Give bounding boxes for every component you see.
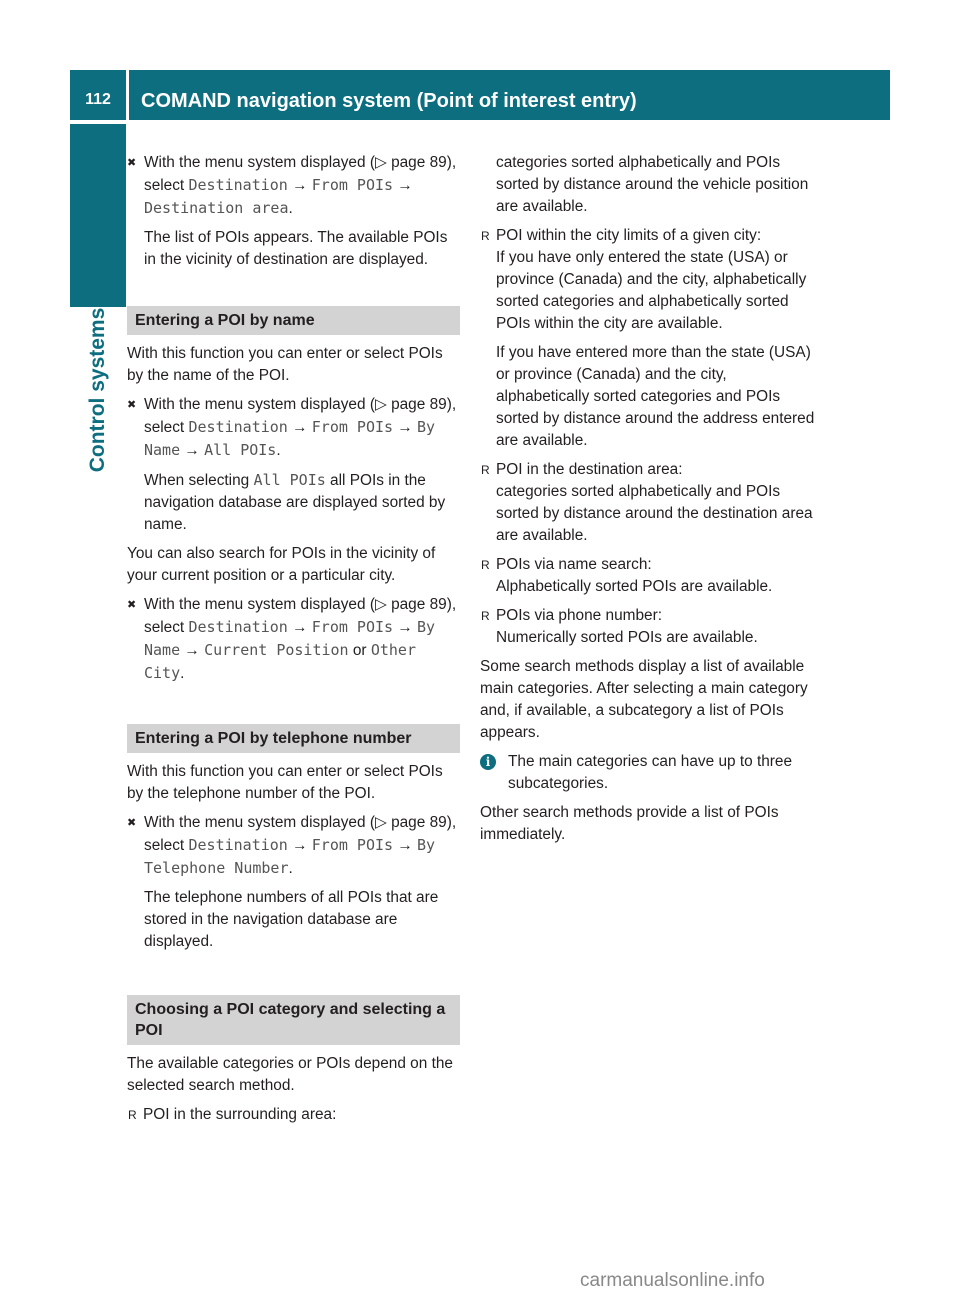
list-item: R POIs via name search: Alphabetically sorted POIs are available.	[480, 554, 816, 598]
paragraph: You can also search for POIs in the vicinity of your current position or a particular city.	[127, 545, 436, 584]
paragraph: With this function you can enter or select POIs by the telephone number of the POI.	[127, 763, 443, 802]
info-note: i The main categories can have up to three subcategories.	[480, 751, 816, 795]
section-label-text: Control systems	[86, 307, 109, 473]
page-title: COMAND navigation system (Point of interest entry)	[129, 70, 890, 120]
paragraph: Some search methods display a list of available main categories. After selecting a main category and, if available, a subcategory a list of POIs appears.	[480, 658, 808, 741]
right-column	[480, 152, 816, 853]
list-item: R POIs via phone number: Numerically sorted POIs are available.	[480, 605, 816, 649]
list-item: R POI in the surrounding area:	[127, 1104, 460, 1126]
section-heading-telephone: Entering a POI by telephone number	[127, 724, 460, 753]
paragraph: With this function you can enter or select POIs by the name of the POI.	[127, 345, 443, 384]
watermark: carmanualsonline.info	[580, 1270, 765, 1291]
info-icon: i	[480, 754, 496, 770]
paragraph: Other search methods provide a list of POIs immediately.	[480, 804, 779, 843]
paragraph: The available categories or POIs depend on the selected search method.	[127, 1055, 453, 1094]
list-item-text: categories sorted alphabetically and POIs sorted by distance around the vehicle position are available.	[496, 154, 809, 215]
step-destination-area: ✖ With the menu system displayed (▷ page 89), select Destination → From POIs → Destination area.	[127, 152, 460, 220]
step-result: When selecting All POIs all POIs in the navigation database are displayed sorted by name.	[144, 471, 446, 533]
list-item-text: If you have entered more than the state (USA) or province (Canada) and the city, alphabetically sorted categories and POIs sorted by distance around the address entered are available.	[496, 344, 815, 449]
step-result: The telephone numbers of all POIs that are stored in the navigation database are displayed.	[144, 889, 439, 950]
section-heading-category: Choosing a POI category and selecting a POI	[127, 995, 460, 1045]
page-number: 112	[70, 70, 126, 120]
list-item: R POI in the destination area: categories sorted alphabetically and POIs sorted by distance around the destination area are available.	[480, 459, 816, 547]
step-by-name: ✖ With the menu system displayed (▷ page 89), select Destination → From POIs → By Name → All POIs.	[127, 394, 460, 462]
section-tab	[70, 124, 126, 307]
step-result: The list of POIs appears. The available POIs in the vicinity of destination are displayed.	[144, 229, 448, 268]
list-item: R POI within the city limits of a given city: If you have only entered the state (USA) or province (Canada) and the city, alphabetically sorted categories and alphabetically sorted POIs within the city are available.	[480, 225, 816, 335]
section-heading-name: Entering a POI by name	[127, 306, 460, 335]
step-current-position: ✖ With the menu system displayed (▷ page 89), select Destination → From POIs → By Name → Current Position or Other City.	[127, 594, 460, 685]
left-column	[127, 152, 460, 1133]
step-by-telephone: ✖ With the menu system displayed (▷ page 89), select Destination → From POIs → By Telephone Number.	[127, 812, 460, 880]
